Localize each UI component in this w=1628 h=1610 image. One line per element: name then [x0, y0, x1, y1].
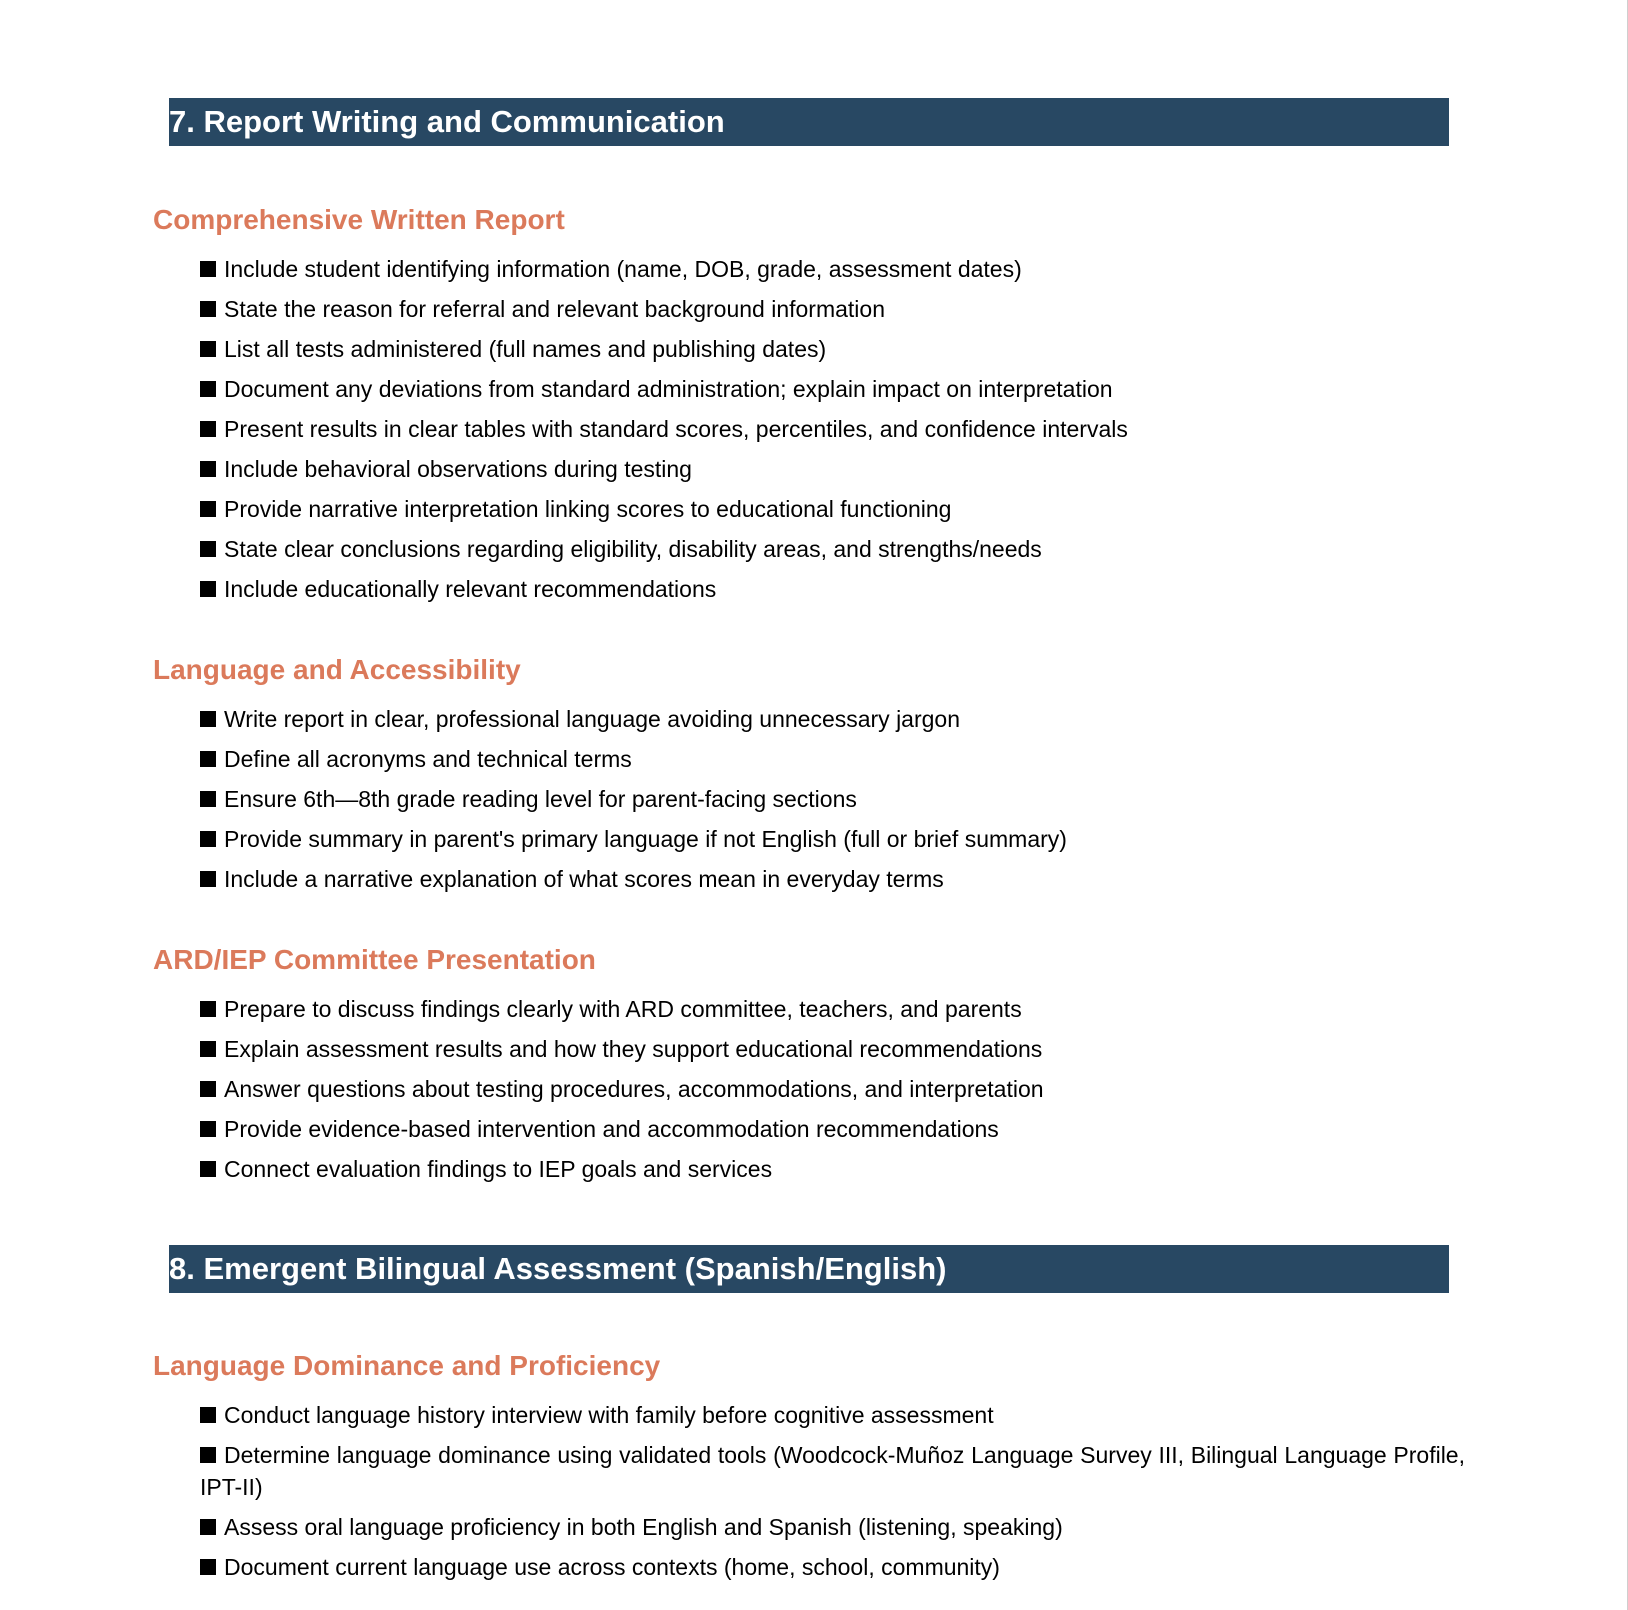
bullet-icon	[200, 1559, 216, 1575]
bullet-icon	[200, 581, 216, 597]
bullet-icon	[200, 711, 216, 727]
subsection-heading: ARD/IEP Committee Presentation	[153, 944, 596, 975]
list-item: State clear conclusions regarding eligibility, disability areas, and strengths/needs	[200, 533, 1465, 565]
subsection-heading: Language and Accessibility	[153, 654, 521, 685]
subsection-heading: Language Dominance and Proficiency	[153, 1350, 661, 1381]
section-header	[169, 98, 1449, 146]
bullet-icon	[200, 1519, 216, 1535]
subsection-heading: Comprehensive Written Report	[153, 204, 565, 235]
section-header	[169, 1245, 1449, 1293]
list-item: Answer questions about testing procedures, accommodations, and interpretation	[200, 1073, 1465, 1105]
bullet-icon	[200, 1447, 216, 1463]
list-item: Include behavioral observations during testing	[200, 453, 1465, 485]
checklist	[200, 703, 1465, 903]
list-item: Include educationally relevant recommendations	[200, 573, 1465, 605]
list-item: Include student identifying information (name, DOB, grade, assessment dates)	[200, 253, 1465, 285]
list-item: List all tests administered (full names and publishing dates)	[200, 333, 1465, 365]
bullet-icon	[200, 261, 216, 277]
bullet-icon	[200, 1407, 216, 1423]
bullet-icon	[200, 1041, 216, 1057]
checklist	[200, 1399, 1465, 1591]
list-item: Conduct language history interview with family before cognitive assessment	[200, 1399, 1465, 1431]
bullet-icon	[200, 751, 216, 767]
list-item: Explain assessment results and how they support educational recommendations	[200, 1033, 1465, 1065]
bullet-icon	[200, 541, 216, 557]
bullet-icon	[200, 301, 216, 317]
list-item: Include a narrative explanation of what scores mean in everyday terms	[200, 863, 1465, 895]
list-item: Define all acronyms and technical terms	[200, 743, 1465, 775]
section-title: 7. Report Writing and Communication	[169, 104, 725, 139]
list-item: Determine language dominance using validated tools (Woodcock-Muñoz Language Survey III, Bilingual Language Profile, IPT-II)	[200, 1442, 1465, 1500]
bullet-icon	[200, 381, 216, 397]
list-item: Provide narrative interpretation linking scores to educational functioning	[200, 493, 1465, 525]
list-item: Connect evaluation findings to IEP goals and services	[200, 1153, 1465, 1185]
checklist	[200, 253, 1465, 613]
bullet-icon	[200, 1121, 216, 1137]
list-item: Provide evidence-based intervention and accommodation recommendations	[200, 1113, 1465, 1145]
list-item: Ensure 6th—8th grade reading level for parent-facing sections	[200, 783, 1465, 815]
list-item: Prepare to discuss findings clearly with ARD committee, teachers, and parents	[200, 993, 1465, 1025]
list-item: State the reason for referral and relevant background information	[200, 293, 1465, 325]
bullet-icon	[200, 871, 216, 887]
section-title: 8. Emergent Bilingual Assessment (Spanish/English)	[169, 1251, 947, 1286]
list-item: Assess oral language proficiency in both English and Spanish (listening, speaking)	[200, 1511, 1465, 1543]
bullet-icon	[200, 831, 216, 847]
list-item: Document any deviations from standard administration; explain impact on interpretation	[200, 373, 1465, 405]
list-item: Write report in clear, professional language avoiding unnecessary jargon	[200, 703, 1465, 735]
bullet-icon	[200, 1161, 216, 1177]
bullet-icon	[200, 341, 216, 357]
bullet-icon	[200, 461, 216, 477]
bullet-icon	[200, 501, 216, 517]
list-item: Provide summary in parent's primary language if not English (full or brief summary)	[200, 823, 1465, 855]
bullet-icon	[200, 1081, 216, 1097]
bullet-icon	[200, 1001, 216, 1017]
list-item: Present results in clear tables with standard scores, percentiles, and confidence intervals	[200, 413, 1465, 445]
bullet-icon	[200, 421, 216, 437]
bullet-icon	[200, 791, 216, 807]
checklist	[200, 993, 1465, 1193]
list-item: Document current language use across contexts (home, school, community)	[200, 1551, 1465, 1583]
